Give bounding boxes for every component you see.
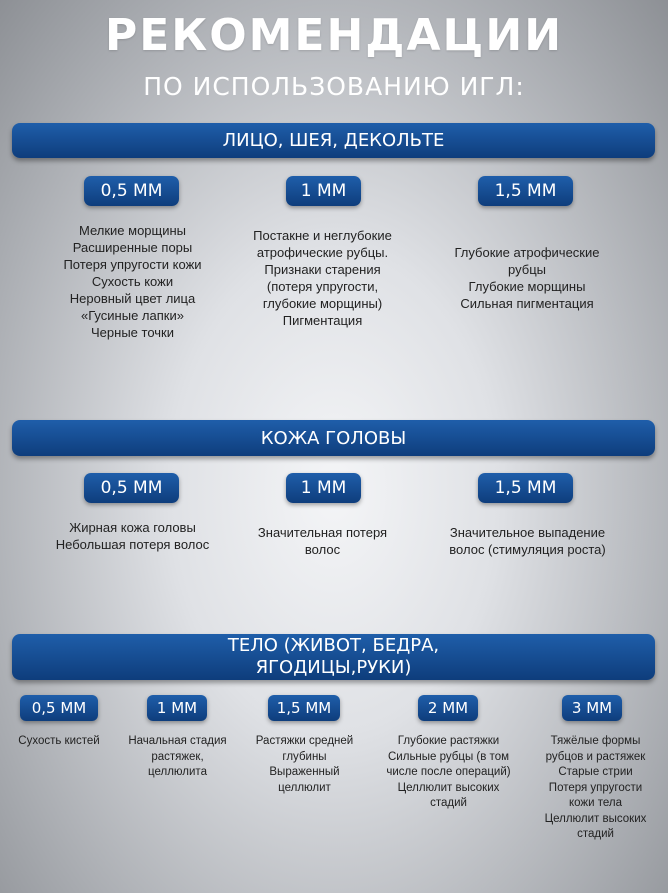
body-size-0-5mm-badge: 0,5 ММ <box>20 695 98 721</box>
scalp-size-1mm-badge: 1 ММ <box>286 473 361 503</box>
body-size-1-5mm-badge: 1,5 ММ <box>268 695 340 721</box>
section-scalp-banner: КОЖА ГОЛОВЫ <box>12 420 655 456</box>
face-1mm-description: Постакне и неглубокие атрофические рубцы. Признаки старения (потеря упругости, глубокие морщины) Пигментация <box>253 228 392 328</box>
body-2mm-description: Глубокие растяжки Сильные рубцы (в том числе после операций) Целлюлит высоких стадий <box>386 735 511 809</box>
section-face-banner: ЛИЦО, ШЕЯ, ДЕКОЛЬТЕ <box>12 123 655 158</box>
body-3mm-description: Тяжёлые формы рубцов и растяжек Старые стрии Потеря упругости кожи тела Целлюлит высоких стадий <box>544 735 647 840</box>
scalp-1mm-description: Значительная потеря волос <box>257 525 388 557</box>
face-size-1mm-badge: 1 ММ <box>286 176 361 206</box>
face-size-0-5mm-badge: 0,5 ММ <box>84 176 179 206</box>
body-1mm-description: Начальная стадия растяжек, целлюлита <box>128 735 227 778</box>
scalp-1-5mm-description: Значительное выпадение волос (стимуляция роста) <box>449 525 606 557</box>
face-1-5mm-description: Глубокие атрофические рубцы Глубокие морщины Сильная пигментация <box>454 245 600 311</box>
body-0-5mm-description: Сухость кистей <box>18 735 100 747</box>
page-title: РЕКОМЕНДАЦИИ <box>104 10 564 61</box>
body-size-1mm-badge: 1 ММ <box>147 695 207 721</box>
face-size-1-5mm-badge: 1,5 ММ <box>478 176 573 206</box>
body-1-5mm-description: Растяжки средней глубины Выраженный целлюлит <box>255 735 354 794</box>
face-0-5mm-description: Мелкие морщины Расширенные поры Потеря упругости кожи Сухость кожи Неровный цвет лица «Гусиные лапки» Черные точки <box>63 223 202 340</box>
body-size-2mm-badge: 2 ММ <box>418 695 478 721</box>
page-subtitle: ПО ИСПОЛЬЗОВАНИЮ ИГЛ: <box>143 72 525 101</box>
scalp-size-0-5mm-badge: 0,5 ММ <box>84 473 179 503</box>
section-body-banner: ТЕЛО (ЖИВОТ, БЕДРА, ЯГОДИЦЫ,РУКИ) <box>12 634 655 680</box>
body-size-3mm-badge: 3 ММ <box>562 695 622 721</box>
scalp-size-1-5mm-badge: 1,5 ММ <box>478 473 573 503</box>
scalp-0-5mm-description: Жирная кожа головы Небольшая потеря волос <box>55 520 210 552</box>
